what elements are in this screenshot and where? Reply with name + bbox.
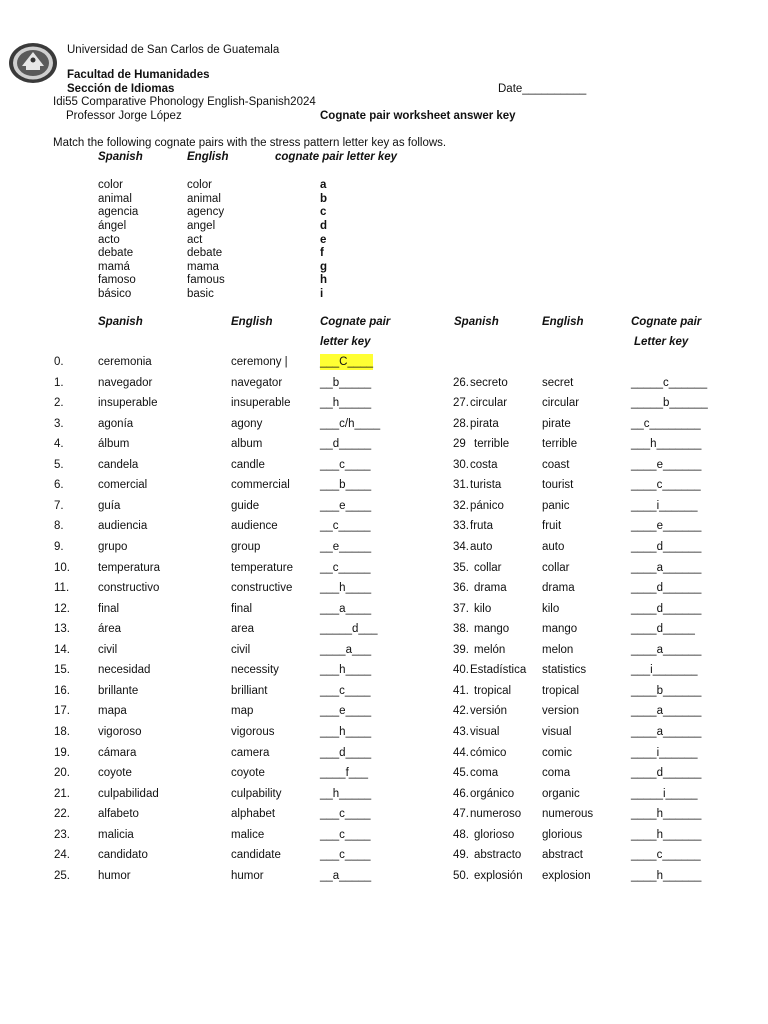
answer-blank: ____d______ <box>631 582 702 594</box>
item-number: 42. <box>453 705 469 718</box>
worksheet-row <box>0 642 768 658</box>
english-word: civil <box>231 643 251 656</box>
answer-blank: ___e____ <box>320 499 372 512</box>
item-number: 49. <box>453 849 469 862</box>
answer-blank: ____h______ <box>631 869 702 882</box>
answer-blank: ____h______ <box>631 808 702 821</box>
item-number: 11. <box>54 582 70 594</box>
item-number: 27. <box>453 397 469 410</box>
item-number: 41. <box>453 684 469 697</box>
spanish-word: vigoroso <box>98 725 142 738</box>
key-row-spanish: mamá <box>98 261 130 273</box>
english-word: coyote <box>231 767 265 779</box>
english-word: candle <box>231 458 265 471</box>
spanish-word: versión <box>470 705 508 718</box>
key-row-spanish: ángel <box>98 220 127 232</box>
english-word: group <box>231 541 261 553</box>
english-word: final <box>231 602 253 615</box>
english-word: map <box>231 705 254 718</box>
key-header-letter: cognate pair letter key <box>275 151 398 163</box>
spanish-word: pánico <box>470 499 504 512</box>
english-word: kilo <box>542 602 560 615</box>
spanish-word: candela <box>98 458 139 471</box>
spanish-word: visual <box>470 725 500 738</box>
key-row-english: mama <box>187 261 219 273</box>
key-row-spanish: color <box>98 179 123 191</box>
section-name: Sección de Idiomas <box>67 83 175 95</box>
answer-blank: ____c______ <box>631 479 701 492</box>
spanish-word: fruta <box>470 520 494 533</box>
worksheet-row <box>0 395 768 411</box>
english-word: malice <box>231 828 265 841</box>
key-row-english: agency <box>187 206 225 218</box>
english-word: necessity <box>231 664 279 677</box>
english-word: camera <box>231 746 270 759</box>
english-word: tourist <box>542 479 574 492</box>
key-row-english: angel <box>187 220 216 232</box>
item-number: 0. <box>54 356 64 368</box>
date-field: Date__________ <box>498 83 587 95</box>
answer-blank: ____a___ <box>320 643 372 656</box>
answer-blank: __b_____ <box>320 376 372 389</box>
spanish-word: culpabilidad <box>98 787 159 800</box>
answer-blank: ___c____ <box>320 849 371 862</box>
worksheet-row <box>0 436 768 452</box>
spanish-word: auto <box>470 541 493 553</box>
spanish-word: orgánico <box>470 787 515 800</box>
key-row-letter: c <box>320 206 327 218</box>
worksheet-row <box>0 457 768 473</box>
key-row-letter: d <box>320 220 328 232</box>
worksheet-row <box>0 868 768 884</box>
worksheet-row <box>0 703 768 719</box>
spanish-word: necesidad <box>98 664 151 677</box>
english-word: numerous <box>542 808 594 821</box>
answer-blank: ____f___ <box>320 767 368 779</box>
english-word: fruit <box>542 520 562 533</box>
english-word: coast <box>542 458 570 471</box>
university-name: Universidad de San Carlos de Guatemala <box>67 44 280 56</box>
spanish-word: collar <box>474 561 502 574</box>
answer-blank: ___h____ <box>320 664 372 677</box>
answer-blank: ___c____ <box>320 828 371 841</box>
answer-blank: ____b______ <box>631 684 702 697</box>
answer-blank: _____c______ <box>631 376 708 389</box>
item-number: 48. <box>453 828 469 841</box>
answer-blank: ___b____ <box>320 479 372 492</box>
answer-blank: __c_____ <box>320 520 371 533</box>
answer-blank: ___c____ <box>320 684 371 697</box>
worksheet-row <box>0 847 768 863</box>
worksheet-row <box>0 498 768 514</box>
key-row-letter: g <box>320 261 328 273</box>
spanish-word: navegador <box>98 376 153 389</box>
answer-blank: ____e______ <box>631 458 702 471</box>
item-number: 8. <box>54 520 64 533</box>
english-word: audience <box>231 520 278 533</box>
instructions: Match the following cognate pairs with the stress pattern letter key as follows. <box>53 137 447 149</box>
item-number: 16. <box>54 684 70 697</box>
item-number: 10. <box>54 561 70 574</box>
answer-blank: _____b______ <box>631 397 708 410</box>
col-header-english-right: English <box>542 316 584 328</box>
item-number: 9. <box>54 541 64 553</box>
spanish-word: coma <box>470 767 499 779</box>
spanish-word: circular <box>470 397 508 410</box>
english-word: alphabet <box>231 808 276 821</box>
key-row-letter: b <box>320 193 328 205</box>
key-row-letter: h <box>320 274 328 286</box>
key-row-english: debate <box>187 247 223 259</box>
answer-blank: ____i______ <box>631 746 698 759</box>
item-number: 30. <box>453 458 469 471</box>
spanish-word: constructivo <box>98 582 160 594</box>
english-word: terrible <box>542 438 578 451</box>
spanish-word: comercial <box>98 479 148 492</box>
english-word: constructive <box>231 582 293 594</box>
spanish-word: brillante <box>98 684 139 697</box>
worksheet-row <box>0 560 768 576</box>
english-word: temperature <box>231 561 294 574</box>
spanish-word: audiencia <box>98 520 148 533</box>
spanish-word: humor <box>98 869 131 882</box>
item-number: 24. <box>54 849 70 862</box>
worksheet-row <box>0 416 768 432</box>
english-word: humor <box>231 869 264 882</box>
english-word: secret <box>542 376 574 389</box>
item-number: 32. <box>453 499 469 512</box>
key-header-spanish: Spanish <box>98 151 143 163</box>
key-row-letter: e <box>320 234 327 246</box>
item-number: 12. <box>54 602 70 615</box>
answer-blank: _____i_____ <box>631 787 698 800</box>
spanish-word: ceremonia <box>98 356 152 368</box>
english-word: album <box>231 438 263 451</box>
answer-blank: __c_____ <box>320 561 371 574</box>
answer-blank: ___a____ <box>320 602 372 615</box>
spanish-word: abstracto <box>474 849 522 862</box>
worksheet-row <box>0 683 768 699</box>
item-number: 37. <box>453 602 469 615</box>
english-word: drama <box>542 582 575 594</box>
answer-blank: ____h______ <box>631 828 702 841</box>
answer-blank: ____a______ <box>631 705 702 718</box>
item-number: 2. <box>54 397 64 410</box>
answer-blank: ___d____ <box>320 746 372 759</box>
item-number: 13. <box>54 623 70 636</box>
item-number: 46. <box>453 787 469 800</box>
item-number: 20. <box>54 767 70 779</box>
spanish-word: agonía <box>98 417 134 430</box>
spanish-word: melón <box>474 643 506 656</box>
answer-blank: ___i_______ <box>631 664 698 677</box>
item-number: 35. <box>453 561 469 574</box>
key-row-letter: i <box>320 288 324 300</box>
answer-blank: ____d______ <box>631 767 702 779</box>
key-header-english: English <box>187 151 229 163</box>
university-seal-logo <box>8 42 58 84</box>
key-row-letter: a <box>320 179 327 191</box>
worksheet-row <box>0 786 768 802</box>
spanish-word: alfabeto <box>98 808 139 821</box>
english-word: insuperable <box>231 397 291 410</box>
key-row-spanish: famoso <box>98 274 136 286</box>
key-row-spanish: acto <box>98 234 120 246</box>
english-word: navegator <box>231 376 283 389</box>
english-word: melon <box>542 643 574 656</box>
answer-blank: ___h____ <box>320 582 372 594</box>
spanish-word: glorioso <box>474 828 515 841</box>
worksheet-row <box>0 477 768 493</box>
english-word: explosion <box>542 869 591 882</box>
worksheet-row <box>0 621 768 637</box>
english-word: version <box>542 705 580 718</box>
answer-blank: ___C____ <box>320 356 374 368</box>
english-word: ceremony | <box>231 356 288 368</box>
worksheet-row <box>0 745 768 761</box>
item-number: 29 <box>453 438 466 451</box>
worksheet-row <box>0 724 768 740</box>
item-number: 43. <box>453 725 469 738</box>
english-word: glorious <box>542 828 583 841</box>
answer-blank: _____d___ <box>320 623 378 636</box>
spanish-word: numeroso <box>470 808 522 821</box>
key-row-english: famous <box>187 274 225 286</box>
col-header-spanish-right: Spanish <box>454 316 499 328</box>
professor-name: Professor Jorge López <box>66 110 182 122</box>
spanish-word: costa <box>470 458 498 471</box>
worksheet-row <box>0 827 768 843</box>
spanish-word: cámara <box>98 746 137 759</box>
spanish-word: secreto <box>470 376 508 389</box>
item-number: 31. <box>453 479 469 492</box>
item-number: 33. <box>453 520 469 533</box>
spanish-word: guía <box>98 499 121 512</box>
english-word: tropical <box>542 684 580 697</box>
col-header-letter-key-right: Letter key <box>634 336 689 348</box>
answer-blank: ____a______ <box>631 725 702 738</box>
item-number: 18. <box>54 725 70 738</box>
spanish-word: drama <box>474 582 507 594</box>
item-number: 17. <box>54 705 70 718</box>
worksheet-row <box>0 580 768 596</box>
item-number: 6. <box>54 479 64 492</box>
worksheet-row <box>0 375 768 391</box>
worksheet-row <box>0 601 768 617</box>
answer-blank: __a_____ <box>320 869 372 882</box>
answer-blank: ____c______ <box>631 849 701 862</box>
answer-blank: __h_____ <box>320 787 372 800</box>
item-number: 39. <box>453 643 469 656</box>
item-number: 3. <box>54 417 64 430</box>
item-number: 28. <box>453 417 469 430</box>
spanish-word: malicia <box>98 828 134 841</box>
col-header-letter-key: letter key <box>320 336 371 348</box>
document-title: Cognate pair worksheet answer key <box>320 110 516 122</box>
english-word: culpability <box>231 787 282 800</box>
item-number: 45. <box>453 767 469 779</box>
worksheet-row <box>0 662 768 678</box>
english-word: comic <box>542 746 573 759</box>
english-word: guide <box>231 499 260 512</box>
item-number: 1. <box>54 376 64 389</box>
english-word: circular <box>542 397 580 410</box>
item-number: 14. <box>54 643 70 656</box>
col-header-cognate-right: Cognate pair <box>631 316 702 328</box>
answer-blank: __h_____ <box>320 397 372 410</box>
answer-blank: ____d______ <box>631 541 702 553</box>
key-row-spanish: debate <box>98 247 134 259</box>
english-word: abstract <box>542 849 583 862</box>
worksheet-row <box>0 539 768 555</box>
key-row-spanish: animal <box>98 193 132 205</box>
answer-blank: ____a______ <box>631 561 702 574</box>
spanish-word: álbum <box>98 438 130 451</box>
english-word: brilliant <box>231 684 268 697</box>
answer-blank: ____d______ <box>631 602 702 615</box>
key-row-letter: f <box>320 247 324 259</box>
english-word: vigorous <box>231 725 275 738</box>
answer-blank: ___c/h____ <box>320 417 381 430</box>
item-number: 4. <box>54 438 64 451</box>
item-number: 44. <box>453 746 469 759</box>
answer-blank: ____e______ <box>631 520 702 533</box>
key-row-spanish: básico <box>98 288 132 300</box>
answer-blank: ___e____ <box>320 705 372 718</box>
key-row-spanish: agencia <box>98 206 139 218</box>
english-word: organic <box>542 787 580 800</box>
spanish-word: civil <box>98 643 118 656</box>
spanish-word: tropical <box>474 684 512 697</box>
spanish-word: grupo <box>98 541 128 553</box>
item-number: 36. <box>453 582 469 594</box>
col-header-spanish: Spanish <box>98 316 143 328</box>
item-number: 50. <box>453 869 469 882</box>
worksheet-row <box>0 765 768 781</box>
answer-blank: ___c____ <box>320 458 371 471</box>
item-number: 38. <box>453 623 469 636</box>
worksheet-row <box>0 518 768 534</box>
spanish-word: explosión <box>474 869 523 882</box>
key-row-english: color <box>187 179 212 191</box>
spanish-word: pirata <box>470 417 499 430</box>
item-number: 34. <box>453 541 469 553</box>
answer-blank: ____a______ <box>631 643 702 656</box>
spanish-word: final <box>98 602 120 615</box>
answer-blank: ___h_______ <box>631 438 702 451</box>
english-word: panic <box>542 499 570 512</box>
answer-blank: ___c____ <box>320 808 371 821</box>
item-number: 22. <box>54 808 70 821</box>
worksheet-row <box>0 806 768 822</box>
answer-blank: ____i______ <box>631 499 698 512</box>
faculty-name: Facultad de Humanidades <box>67 69 210 81</box>
english-word: commercial <box>231 479 290 492</box>
col-header-english: English <box>231 316 273 328</box>
item-number: 19. <box>54 746 70 759</box>
english-word: agony <box>231 417 263 430</box>
key-row-english: animal <box>187 193 221 205</box>
spanish-word: candidato <box>98 849 148 862</box>
english-word: candidate <box>231 849 281 862</box>
item-number: 25. <box>54 869 70 882</box>
answer-blank: __d_____ <box>320 438 372 451</box>
spanish-word: mango <box>474 623 510 636</box>
item-number: 26. <box>453 376 469 389</box>
item-number: 23. <box>54 828 70 841</box>
answer-blank: __c________ <box>631 417 701 430</box>
col-header-cognate: Cognate pair <box>320 316 391 328</box>
english-word: statistics <box>542 664 587 677</box>
item-number: 7. <box>54 499 64 512</box>
course-title: Idi55 Comparative Phonology English-Spanish2024 <box>53 96 316 108</box>
spanish-word: turista <box>470 479 502 492</box>
item-number: 40. <box>453 664 469 677</box>
key-row-english: act <box>187 234 203 246</box>
answer-blank: ____d_____ <box>631 623 695 636</box>
spanish-word: mapa <box>98 705 127 718</box>
spanish-word: cómico <box>470 746 507 759</box>
worksheet-row <box>0 354 768 370</box>
item-number: 15. <box>54 664 70 677</box>
answer-blank: ___h____ <box>320 725 372 738</box>
item-number: 21. <box>54 787 70 800</box>
item-number: 5. <box>54 458 64 471</box>
spanish-word: área <box>98 623 122 636</box>
english-word: pirate <box>542 417 571 430</box>
english-word: mango <box>542 623 578 636</box>
spanish-word: kilo <box>474 602 492 615</box>
english-word: coma <box>542 767 571 779</box>
spanish-word: Estadística <box>470 664 527 677</box>
english-word: area <box>231 623 255 636</box>
spanish-word: temperatura <box>98 561 161 574</box>
spanish-word: coyote <box>98 767 132 779</box>
key-row-english: basic <box>187 288 214 300</box>
spanish-word: insuperable <box>98 397 158 410</box>
answer-blank: __e_____ <box>320 541 372 553</box>
english-word: visual <box>542 725 572 738</box>
spanish-word: terrible <box>474 438 510 451</box>
item-number: 47. <box>453 808 469 821</box>
english-word: auto <box>542 541 565 553</box>
english-word: collar <box>542 561 570 574</box>
